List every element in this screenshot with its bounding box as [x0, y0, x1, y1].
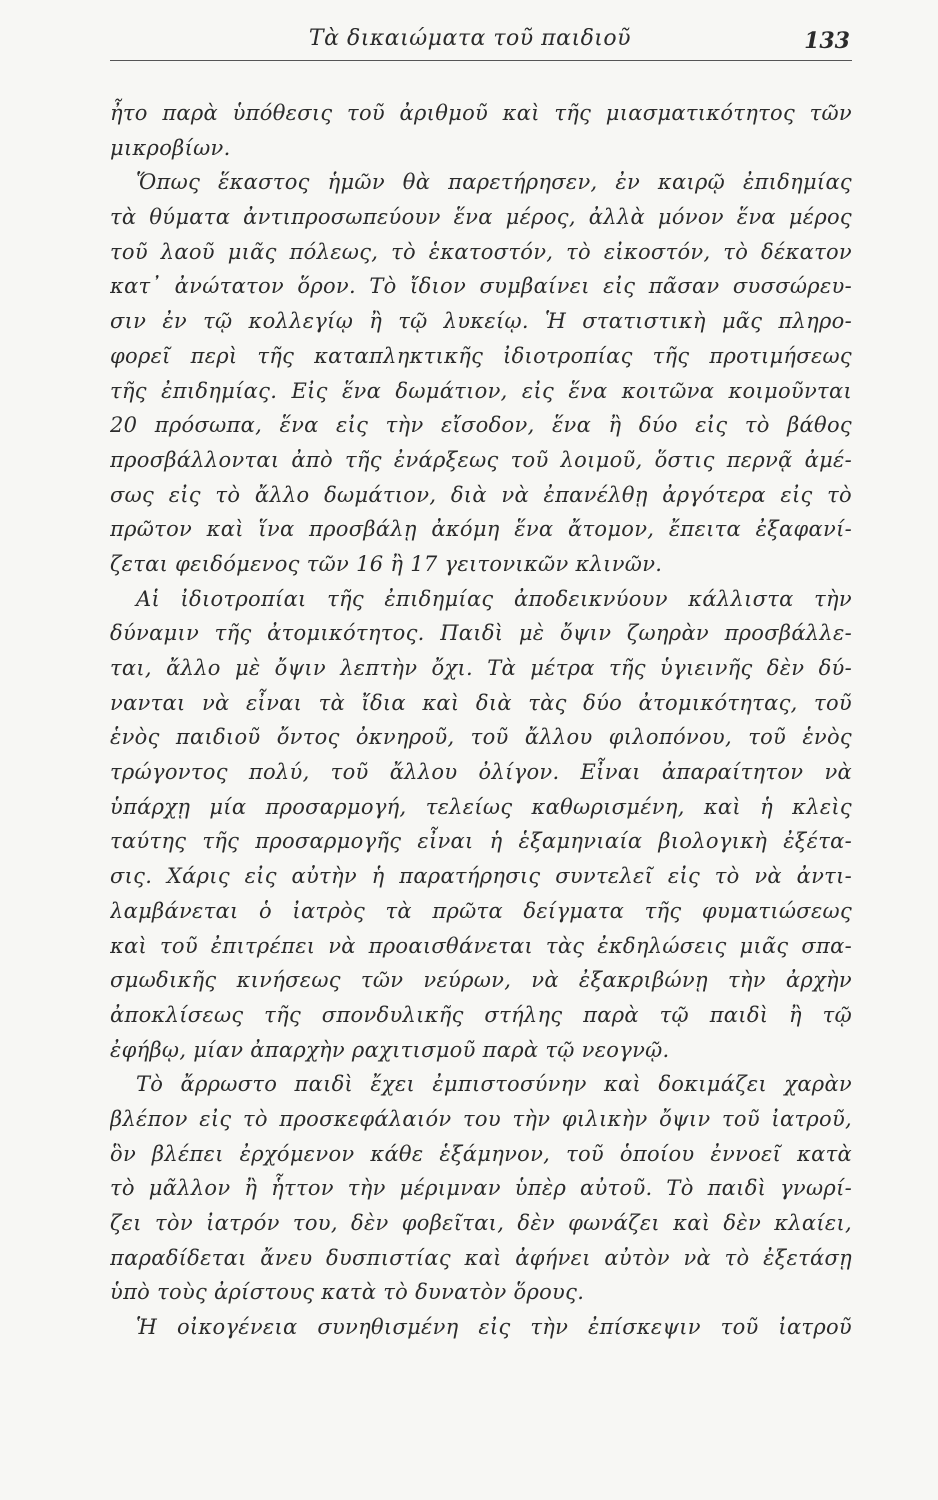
text-line: παραδίδεται ἄνευ δυσπιστίας καὶ ἀφήνει αὐτὸν νὰ τὸ ἐξετάσῃ [110, 1245, 852, 1270]
text-line: ται, ἄλλο μὲ ὄψιν λεπτὴν ὄχι. Τὰ μέτρα τῆς ὑγιεινῆς δὲν δύ- [110, 656, 852, 680]
text-line: τὰ θύματα ἀντιπροσωπεύουν ἕνα μέρος, ἀλλὰ μόνον ἕνα μέρος [110, 205, 852, 230]
text-line: πρῶτον καὶ ἵνα προσβάλῃ ἀκόμη ἕνα ἄτομον, ἔπειτα ἐξαφανί- [110, 517, 852, 542]
page-header [0, 0, 938, 60]
text-line: σιν ἐν τῷ κολλεγίῳ ἢ τῷ λυκείῳ. Ἡ στατιστικὴ μᾶς πληρο- [110, 309, 852, 334]
text-line: μικροβίων. [110, 135, 231, 160]
body-text [110, 96, 852, 1345]
text-line: ζεται φειδόμενος τῶν 16 ἢ 17 γειτονικῶν κλινῶν. [110, 551, 663, 576]
text-line: ζει τὸν ἰατρόν του, δὲν φοβεῖται, δὲν φωνάζει καὶ δὲν κλαίει, [110, 1211, 852, 1235]
text-line: δύναμιν τῆς ἀτομικότητος. Παιδὶ μὲ ὄψιν ζωηρὰν προσβάλλε- [110, 621, 852, 646]
text-line: σως εἰς τὸ ἄλλο δωμάτιον, διὰ νὰ ἐπανέλθῃ ἀργότερα εἰς τὸ [110, 482, 852, 507]
text-line: Τὸ ἄρρωστο παιδὶ ἔχει ἐμπιστοσύνην καὶ δοκιμάζει χαρὰν [136, 1072, 852, 1097]
text-line: καὶ τοῦ ἐπιτρέπει νὰ προαισθάνεται τὰς ἐκδηλώσεις μιᾶς σπα- [110, 933, 852, 958]
text-line: λαμβάνεται ὁ ἰατρὸς τὰ πρῶτα δείγματα τῆς φυματιώσεως [110, 898, 852, 923]
text-line: Ἡ οἰκογένεια συνηθισμένη εἰς τὴν ἐπίσκεψιν τοῦ ἰατροῦ [136, 1315, 852, 1340]
text-line: νανται νὰ εἶναι τὰ ἴδια καὶ διὰ τὰς δύο ἀτομικότητας, τοῦ [110, 690, 852, 715]
text-line: ταύτης τῆς προσαρμογῆς εἶναι ἡ ἑξαμηνιαία βιολογικὴ ἐξέτα- [110, 829, 852, 854]
text-line: ἐφήβῳ, μίαν ἀπαρχὴν ραχιτισμοῦ παρὰ τῷ νεογνῷ. [110, 1037, 670, 1062]
text-line: ὃν βλέπει ἐρχόμενον κάθε ἑξάμηνον, τοῦ ὁποίου ἐννοεῖ κατὰ [110, 1141, 852, 1166]
text-line: σις. Χάρις εἰς αὐτὴν ἡ παρατήρησις συντελεῖ εἰς τὸ νὰ ἀντι- [110, 864, 852, 889]
text-line: ἑνὸς παιδιοῦ ὄντος ὀκνηροῦ, τοῦ ἄλλου φιλοπόνου, τοῦ ἑνὸς [110, 725, 852, 750]
text-line: τὸ μᾶλλον ἢ ἧττον τὴν μέριμναν ὑπὲρ αὐτοῦ. Τὸ παιδὶ γνωρί- [110, 1176, 852, 1201]
text-line: ὑπὸ τοὺς ἀρίστους κατὰ τὸ δυνατὸν ὅρους. [110, 1280, 585, 1305]
text-line: φορεῖ περὶ τῆς καταπληκτικῆς ἰδιοτροπίας τῆς προτιμήσεως [110, 343, 852, 368]
text-line: τρώγοντος πολύ, τοῦ ἄλλου ὀλίγον. Εἶναι ἀπαραίτητον νὰ [110, 760, 852, 785]
text-line: Ὅπως ἕκαστος ἡμῶν θὰ παρετήρησεν, ἐν καιρῷ ἐπιδημίας [136, 170, 852, 195]
page-number: 133 [804, 28, 850, 54]
text-line: ὑπάρχῃ μία προσαρμογή, τελείως καθωρισμένη, καὶ ἡ κλεὶς [110, 794, 852, 819]
running-title: Τὰ δικαιώματα τοῦ παιδιοῦ [308, 26, 632, 51]
text-line: Αἱ ἰδιοτροπίαι τῆς ἐπιδημίας ἀποδεικνύουν κάλλιστα τὴν [136, 586, 852, 611]
text-line: 20 πρόσωπα, ἕνα εἰς τὴν εἴσοδον, ἕνα ἢ δύο εἰς τὸ βάθος [110, 413, 852, 438]
text-line: τῆς ἐπιδημίας. Εἰς ἕνα δωμάτιον, εἰς ἕνα κοιτῶνα κοιμοῦνται [110, 378, 852, 403]
text-line: ἀποκλίσεως τῆς σπονδυλικῆς στήλης παρὰ τῷ παιδὶ ἢ τῷ [110, 1002, 852, 1027]
text-line: ἦτο παρὰ ὑπόθεσις τοῦ ἀριθμοῦ καὶ τῆς μιασματικότητος τῶν [110, 101, 852, 125]
text-line: προσβάλλονται ἀπὸ τῆς ἐνάρξεως τοῦ λοιμοῦ, ὅστις περνᾷ ἀμέ- [110, 447, 852, 472]
text-line: κατ᾽ ἀνώτατον ὅρον. Τὸ ἴδιον συμβαίνει εἰς πᾶσαν συσσώρευ- [110, 274, 852, 299]
text-line: βλέπον εἰς τὸ προσκεφάλαιόν του τὴν φιλικὴν ὄψιν τοῦ ἰατροῦ, [110, 1106, 852, 1131]
text-line: τοῦ λαοῦ μιᾶς πόλεως, τὸ ἑκατοστόν, τὸ εἰκοστόν, τὸ δέκατον [110, 239, 852, 264]
text-line: σμωδικῆς κινήσεως τῶν νεύρων, νὰ ἐξακριβώνῃ τὴν ἀρχὴν [110, 968, 852, 993]
header-rule [110, 60, 852, 61]
